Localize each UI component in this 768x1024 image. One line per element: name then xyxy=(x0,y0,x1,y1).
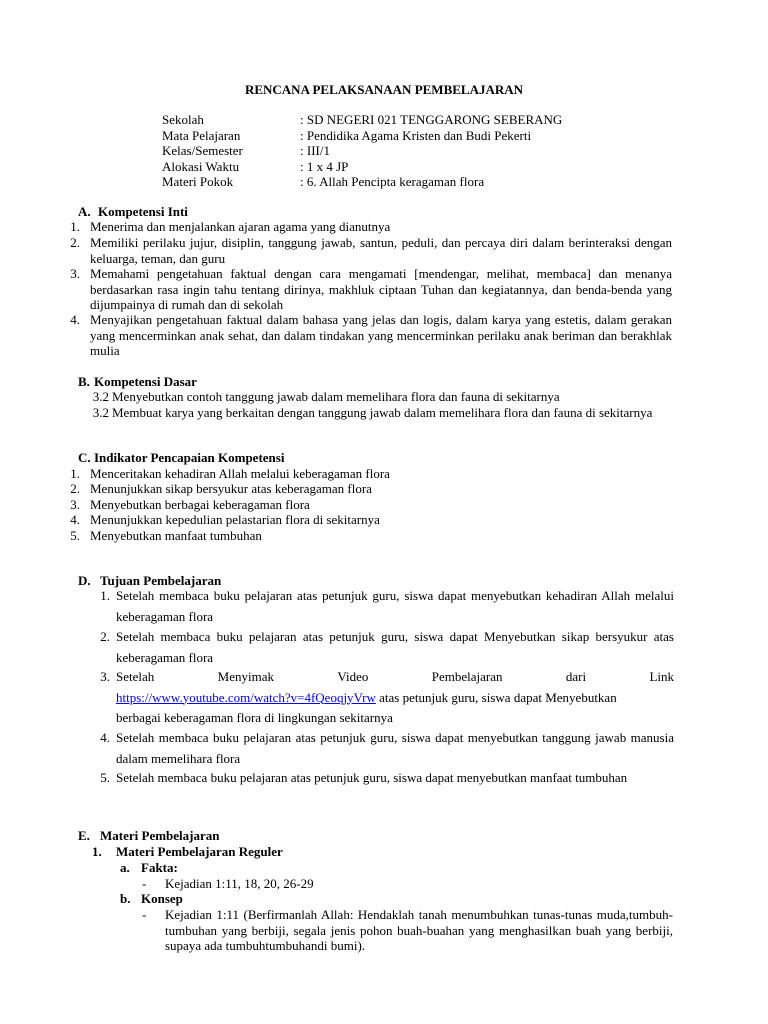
item-text: Setelah membaca buku pelajaran atas petunjuk guru, siswa dapat menyebutkan kehadiran Allah melalui keberagaman flora xyxy=(116,588,674,624)
item-text-line xyxy=(116,667,674,688)
item-text: Kejadian 1:11 (Berfirmanlah Allah: Hendaklah tanah menumbuhkan tunas-tunas muda,tumbuh-tumbuhan yang berbiji, segala jenis pohon buah-buahan yang menghasilkan buah yang berbiji, supaya ada tumbuhtumbuhandi bumi). xyxy=(165,907,673,953)
subsection-title: Konsep xyxy=(141,891,183,906)
subsection-letter: b. xyxy=(120,891,131,906)
section-letter: A. xyxy=(78,204,91,219)
document-title: RENCANA PELAKSANAAN PEMBELAJARAN xyxy=(244,82,524,97)
subsection-number: 1. xyxy=(92,844,102,859)
section-e-heading xyxy=(78,828,219,844)
section-title: Materi Pembelajaran xyxy=(100,828,220,843)
item-number: 2. xyxy=(70,235,80,250)
item-number: 4. xyxy=(70,312,80,327)
list-item xyxy=(70,466,672,482)
list-item xyxy=(70,219,672,235)
item-word: Video xyxy=(337,669,369,684)
item-text: Setelah membaca buku pelajaran atas petunjuk guru, siswa dapat menyebutkan manfaat tumbuhan xyxy=(116,770,628,785)
list-item xyxy=(92,405,672,421)
section-title: Indikator Pencapaian Kompetensi xyxy=(94,450,285,465)
item-number: 3. xyxy=(100,669,110,684)
list-item xyxy=(100,768,674,789)
dash-bullet: - xyxy=(142,876,147,891)
identity-block xyxy=(162,112,682,190)
section-title: Kompetensi Inti xyxy=(98,204,188,219)
item-text-line xyxy=(116,688,674,709)
info-label: Kelas/Semester xyxy=(162,143,243,158)
info-value: : SD NEGERI 021 TENGGARONG SEBERANG xyxy=(300,112,563,127)
list-item xyxy=(70,312,672,359)
info-value: : 6. Allah Pencipta keragaman flora xyxy=(300,174,485,189)
item-text: Memahami pengetahuan faktual dengan cara mengamati [mendengar, melihat, membaca] dan menanya berdasarkan rasa ingin tahu tentang dirinya, makhluk ciptaan Tuhan dan kegiatannya, dan benda-benda yang dijumpainya di rumah dan di sekolah xyxy=(90,266,672,312)
item-word: dari xyxy=(565,669,587,684)
subsection-heading xyxy=(92,844,283,860)
subsection-letter: a. xyxy=(120,860,130,875)
info-row-materi-pokok xyxy=(162,174,682,190)
item-number: 1. xyxy=(100,588,110,603)
item-number: 1. xyxy=(70,219,80,234)
list-item xyxy=(100,728,674,769)
item-word: Pembelajaran xyxy=(431,669,503,684)
section-c-heading xyxy=(78,450,284,466)
item-word: Setelah xyxy=(116,669,155,684)
item-text: Memiliki perilaku jujur, disiplin, tanggung jawab, santun, peduli, dan percaya diri dalam berinteraksi dengan keluarga, teman, dan guru xyxy=(90,235,672,266)
section-title: Kompetensi Dasar xyxy=(94,374,197,389)
item-text: Menerima dan menjalankan ajaran agama yang dianutnya xyxy=(90,219,391,234)
info-row-sekolah xyxy=(162,112,682,128)
item-word: Link xyxy=(649,669,674,684)
item-number: 2. xyxy=(100,629,110,644)
list-item xyxy=(70,481,672,497)
section-title: Tujuan Pembelajaran xyxy=(100,573,222,588)
section-a-heading xyxy=(78,204,188,220)
item-text: Menyebutkan contoh tanggung jawab dalam memelihara flora dan fauna di sekitarnya xyxy=(112,389,560,404)
list-item xyxy=(92,389,672,405)
item-number: 3.2 xyxy=(92,389,109,404)
item-text: Menceritakan kehadiran Allah melalui keberagaman flora xyxy=(90,466,390,481)
subsection-a-heading xyxy=(120,860,178,876)
list-item xyxy=(70,266,672,313)
item-text: Setelah membaca buku pelajaran atas petunjuk guru, siswa dapat Menyebutkan sikap bersyukur atas keberagaman flora xyxy=(116,629,674,665)
info-row-mata-pelajaran xyxy=(162,128,682,144)
info-value: : III/1 xyxy=(300,143,330,158)
info-value: : 1 x 4 JP xyxy=(300,158,349,174)
list-item xyxy=(100,667,674,729)
item-number: 5. xyxy=(100,770,110,785)
list-item xyxy=(70,235,672,266)
item-text-line: berbagai keberagaman flora di lingkungan sekitarnya xyxy=(116,710,393,725)
item-number: 3. xyxy=(70,497,80,512)
list-item xyxy=(100,586,674,627)
list-item xyxy=(100,627,674,668)
dash-bullet: - xyxy=(142,907,147,922)
subsection-b-heading xyxy=(120,891,183,907)
info-value: : Pendidika Agama Kristen dan Budi Pekerti xyxy=(300,127,532,143)
info-row-alokasi-waktu xyxy=(162,159,682,175)
subsection-title: Fakta: xyxy=(141,860,178,875)
info-label: Materi Pokok xyxy=(162,174,234,189)
section-b-heading xyxy=(78,374,197,390)
item-number: 3.2 xyxy=(92,405,109,420)
item-text: Menyebutkan berbagai keberagaman flora xyxy=(90,497,310,512)
item-word: Menyimak xyxy=(217,669,274,684)
item-number: 4. xyxy=(70,512,80,527)
info-label: Alokasi Waktu xyxy=(162,158,240,174)
item-text: Membuat karya yang berkaitan dengan tanggung jawab dalam memelihara flora dan fauna di sekitarnya xyxy=(112,405,653,420)
item-number: 4. xyxy=(100,730,110,745)
item-number: 3. xyxy=(70,266,80,281)
list-item xyxy=(142,876,673,892)
item-number: 5. xyxy=(70,528,80,543)
item-text: Kejadian 1:11, 18, 20, 26-29 xyxy=(165,876,314,891)
item-text: Menyajikan pengetahuan faktual dalam bahasa yang jelas dan logis, dalam karya yang estetis, dalam gerakan yang mencerminkan anak sehat, dan dalam tindakan yang mencerminkan perilaku anak beriman dan berakhlak mulia xyxy=(90,312,672,358)
section-letter: B. xyxy=(78,374,90,389)
youtube-link[interactable]: https://www.youtube.com/watch?v=4fQeoqjyVrw xyxy=(116,689,376,705)
item-number: 1. xyxy=(70,466,80,481)
list-item xyxy=(70,512,672,528)
item-text: atas petunjuk guru, siswa dapat Menyebutkan xyxy=(375,689,617,705)
info-row-kelas-semester xyxy=(162,143,682,159)
item-text: Menunjukkan sikap bersyukur atas keberagaman flora xyxy=(90,481,372,496)
info-label: Mata Pelajaran xyxy=(162,127,241,143)
item-text: Menyebutkan manfaat tumbuhan xyxy=(90,528,262,543)
item-text: Setelah membaca buku pelajaran atas petunjuk guru, siswa dapat menyebutkan tanggung jawab manusia dalam memelihara flora xyxy=(116,730,674,766)
item-number: 2. xyxy=(70,481,80,496)
section-letter: E. xyxy=(78,828,90,843)
list-item xyxy=(70,497,672,513)
list-item xyxy=(142,907,673,954)
list-item xyxy=(70,528,672,544)
info-label: Sekolah xyxy=(162,112,204,127)
item-text: Menunjukkan kepedulian pelastarian flora di sekitarnya xyxy=(90,512,380,527)
subsection-title: Materi Pembelajaran Reguler xyxy=(116,844,283,859)
section-letter: C. xyxy=(78,450,91,465)
section-letter: D. xyxy=(78,573,91,588)
